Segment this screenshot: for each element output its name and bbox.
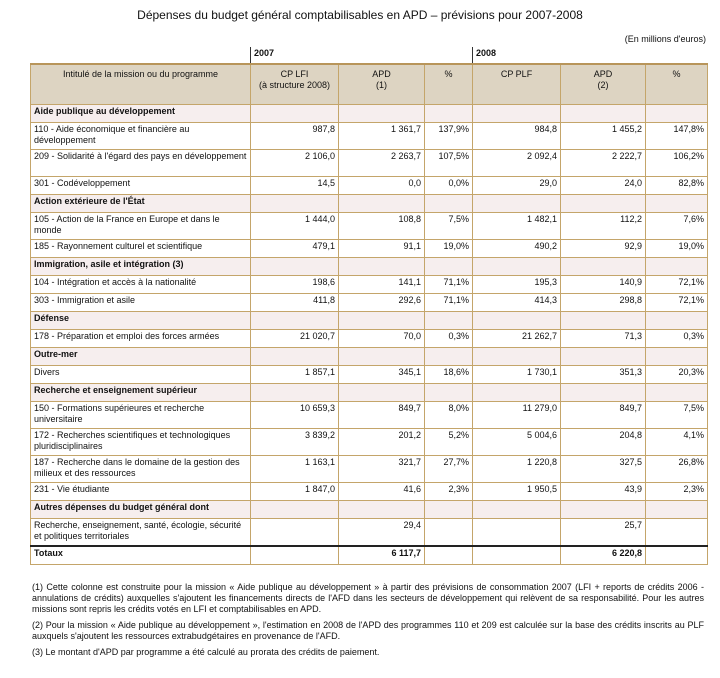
cell-pct-2008: 19,0%: [646, 240, 708, 258]
row-label: 178 - Préparation et emploi des forces armées: [31, 330, 251, 348]
cell-apd-2008: 6 220,8: [561, 546, 646, 565]
cell-cp-plf-2008: [473, 348, 561, 366]
cell-pct-2008: 147,8%: [646, 123, 708, 150]
cell-cp-lfi-2007: 10 659,3: [251, 402, 339, 429]
cell-pct-2007: 19,0%: [425, 240, 473, 258]
cell-cp-lfi-2007: 411,8: [251, 294, 339, 312]
row-label: Totaux: [31, 546, 251, 565]
cell-pct-2008: 7,5%: [646, 402, 708, 429]
table-row: [31, 276, 708, 294]
cell-pct-2007: 18,6%: [425, 366, 473, 384]
cell-cp-plf-2008: 414,3: [473, 294, 561, 312]
cell-cp-plf-2008: 11 279,0: [473, 402, 561, 429]
footnote-3: (3) Le montant d'APD par programme a été calculé au prorata des crédits de paiement.: [32, 647, 380, 657]
header-pct-2008: %: [646, 64, 708, 105]
cell-cp-lfi-2007: [251, 258, 339, 276]
cell-apd-2008: 140,9: [561, 276, 646, 294]
cell-pct-2007: 27,7%: [425, 456, 473, 483]
cell-apd-2008: 24,0: [561, 177, 646, 195]
row-label: 104 - Intégration et accès à la nationalité: [31, 276, 251, 294]
cell-apd-2008: [561, 105, 646, 123]
cell-cp-plf-2008: 1 950,5: [473, 483, 561, 501]
cell-apd-2008: 1 455,2: [561, 123, 646, 150]
cell-pct-2007: 5,2%: [425, 429, 473, 456]
table-row: [31, 294, 708, 312]
table-row: [31, 240, 708, 258]
year-row: [31, 47, 708, 64]
cell-cp-lfi-2007: 1 163,1: [251, 456, 339, 483]
cell-apd-2008: 327,5: [561, 456, 646, 483]
cell-pct-2008: 4,1%: [646, 429, 708, 456]
cell-pct-2008: [646, 384, 708, 402]
cell-pct-2008: 20,3%: [646, 366, 708, 384]
budget-table: [30, 47, 708, 565]
cell-cp-lfi-2007: 2 106,0: [251, 150, 339, 177]
cell-apd-2007: 70,0: [339, 330, 425, 348]
cell-cp-plf-2008: [473, 546, 561, 565]
cell-pct-2007: [425, 105, 473, 123]
cell-apd-2008: 204,8: [561, 429, 646, 456]
cell-apd-2008: [561, 195, 646, 213]
cell-pct-2008: 72,1%: [646, 294, 708, 312]
cell-apd-2007: [339, 195, 425, 213]
year-2008: 2008: [473, 47, 708, 64]
cell-apd-2007: [339, 348, 425, 366]
section-label: Défense: [31, 312, 251, 330]
cell-apd-2008: [561, 348, 646, 366]
cell-pct-2007: 137,9%: [425, 123, 473, 150]
cell-apd-2007: 292,6: [339, 294, 425, 312]
footnotes: [32, 582, 704, 663]
cell-pct-2007: 8,0%: [425, 402, 473, 429]
cell-cp-lfi-2007: [251, 195, 339, 213]
cell-apd-2008: 25,7: [561, 519, 646, 547]
cell-pct-2008: 106,2%: [646, 150, 708, 177]
cell-apd-2008: 2 222,7: [561, 150, 646, 177]
cell-apd-2008: 298,8: [561, 294, 646, 312]
cell-cp-plf-2008: 1 482,1: [473, 213, 561, 240]
cell-cp-lfi-2007: [251, 519, 339, 547]
cell-cp-lfi-2007: 198,6: [251, 276, 339, 294]
row-label: 187 - Recherche dans le domaine de la gestion des milieux et des ressources: [31, 456, 251, 483]
cell-pct-2008: 7,6%: [646, 213, 708, 240]
cell-cp-lfi-2007: [251, 501, 339, 519]
section-label: Aide publique au développement: [31, 105, 251, 123]
section-label: Autres dépenses du budget général dont: [31, 501, 251, 519]
unit-note: (En millions d'euros): [624, 34, 706, 44]
table-row: [31, 483, 708, 501]
cell-pct-2007: [425, 348, 473, 366]
cell-cp-lfi-2007: 1 444,0: [251, 213, 339, 240]
cell-pct-2008: 26,8%: [646, 456, 708, 483]
cell-cp-plf-2008: [473, 258, 561, 276]
cell-apd-2007: 141,1: [339, 276, 425, 294]
table-row: [31, 429, 708, 456]
cell-cp-plf-2008: 2 092,4: [473, 150, 561, 177]
cell-apd-2007: 1 361,7: [339, 123, 425, 150]
cell-pct-2007: [425, 519, 473, 547]
header-pct-2007: %: [425, 64, 473, 105]
section-row: [31, 195, 708, 213]
cell-pct-2008: [646, 546, 708, 565]
document-title: Dépenses du budget général comptabilisables en APD – prévisions pour 2007-2008: [137, 8, 583, 22]
cell-cp-plf-2008: 1 730,1: [473, 366, 561, 384]
header-apd-2008: APD (2): [561, 64, 646, 105]
cell-cp-lfi-2007: 1 847,0: [251, 483, 339, 501]
cell-pct-2007: 71,1%: [425, 276, 473, 294]
row-label: 110 - Aide économique et financière au développement: [31, 123, 251, 150]
row-label: 105 - Action de la France en Europe et dans le monde: [31, 213, 251, 240]
cell-apd-2008: [561, 312, 646, 330]
section-row: [31, 258, 708, 276]
cell-apd-2007: 108,8: [339, 213, 425, 240]
table-row: [31, 150, 708, 177]
cell-apd-2007: [339, 384, 425, 402]
cell-cp-lfi-2007: [251, 348, 339, 366]
cell-pct-2007: [425, 195, 473, 213]
cell-apd-2007: 0,0: [339, 177, 425, 195]
cell-apd-2007: [339, 258, 425, 276]
header-cp-plf: CP PLF: [473, 64, 561, 105]
cell-pct-2007: 0,3%: [425, 330, 473, 348]
cell-cp-lfi-2007: 1 857,1: [251, 366, 339, 384]
footnote-2: (2) Pour la mission « Aide publique au développement », l'estimation en 2008 de l'APD des programmes 110 et 209 est calculée sur la base des crédits inscrits au PLF auxquels s'ajoutent les ressources extrabudgétaires en provenance de l'AFD.: [32, 620, 704, 641]
cell-cp-plf-2008: 1 220,8: [473, 456, 561, 483]
cell-pct-2008: [646, 195, 708, 213]
cell-apd-2007: 2 263,7: [339, 150, 425, 177]
cell-cp-plf-2008: [473, 312, 561, 330]
header-label: Intitulé de la mission ou du programme: [31, 64, 251, 105]
cell-cp-plf-2008: [473, 501, 561, 519]
cell-pct-2008: 0,3%: [646, 330, 708, 348]
cell-cp-plf-2008: [473, 384, 561, 402]
cell-pct-2007: 2,3%: [425, 483, 473, 501]
cell-apd-2007: 91,1: [339, 240, 425, 258]
row-label: 303 - Immigration et asile: [31, 294, 251, 312]
cell-apd-2007: [339, 105, 425, 123]
table-row: [31, 177, 708, 195]
cell-pct-2007: [425, 501, 473, 519]
cell-cp-lfi-2007: 479,1: [251, 240, 339, 258]
table-row: [31, 519, 708, 547]
row-label: 185 - Rayonnement culturel et scientifique: [31, 240, 251, 258]
cell-apd-2008: 92,9: [561, 240, 646, 258]
row-label: 301 - Codéveloppement: [31, 177, 251, 195]
cell-apd-2008: 71,3: [561, 330, 646, 348]
cell-apd-2007: 345,1: [339, 366, 425, 384]
cell-apd-2007: 41,6: [339, 483, 425, 501]
cell-apd-2007: [339, 312, 425, 330]
cell-apd-2007: 29,4: [339, 519, 425, 547]
cell-apd-2008: [561, 501, 646, 519]
header-cp-lfi: CP LFI (à structure 2008): [251, 64, 339, 105]
cell-apd-2007: [339, 501, 425, 519]
cell-apd-2008: 112,2: [561, 213, 646, 240]
cell-cp-lfi-2007: 21 020,7: [251, 330, 339, 348]
footnote-1: (1) Cette colonne est construite pour la mission « Aide publique au développement » à partir des prévisions de consommation 2007 (LFI + reports de crédits 2006 - annulations de crédits) auxquelles s'ajoutent les financements directs de l'AFD dans les secteurs de développement qui relèvent de sa responsabilité. Pour les autres missions sont repris les crédits votés en LFI et comptabilisables en APD.: [32, 582, 704, 614]
cell-pct-2008: [646, 519, 708, 547]
cell-cp-plf-2008: 984,8: [473, 123, 561, 150]
section-label: Outre-mer: [31, 348, 251, 366]
table-row: [31, 213, 708, 240]
section-row: [31, 312, 708, 330]
cell-pct-2007: [425, 312, 473, 330]
cell-cp-plf-2008: 29,0: [473, 177, 561, 195]
section-row: [31, 348, 708, 366]
year-2007: 2007: [251, 47, 473, 64]
cell-apd-2007: 6 117,7: [339, 546, 425, 565]
column-headers: [31, 64, 708, 105]
cell-pct-2008: [646, 501, 708, 519]
cell-cp-plf-2008: 21 262,7: [473, 330, 561, 348]
cell-cp-plf-2008: [473, 105, 561, 123]
cell-pct-2008: [646, 312, 708, 330]
cell-cp-lfi-2007: [251, 384, 339, 402]
cell-cp-plf-2008: [473, 519, 561, 547]
cell-cp-plf-2008: 195,3: [473, 276, 561, 294]
cell-apd-2007: 201,2: [339, 429, 425, 456]
cell-cp-plf-2008: [473, 195, 561, 213]
row-label: 150 - Formations supérieures et recherche universitaire: [31, 402, 251, 429]
cell-cp-plf-2008: 5 004,6: [473, 429, 561, 456]
row-label: 231 - Vie étudiante: [31, 483, 251, 501]
table-row: [31, 366, 708, 384]
table-row: [31, 330, 708, 348]
cell-cp-lfi-2007: [251, 546, 339, 565]
cell-pct-2007: 0,0%: [425, 177, 473, 195]
table-row: [31, 123, 708, 150]
cell-pct-2007: [425, 384, 473, 402]
row-label: Divers: [31, 366, 251, 384]
section-row: [31, 384, 708, 402]
cell-pct-2008: 82,8%: [646, 177, 708, 195]
cell-cp-lfi-2007: 3 839,2: [251, 429, 339, 456]
header-apd-2007: APD (1): [339, 64, 425, 105]
cell-apd-2008: 43,9: [561, 483, 646, 501]
cell-apd-2008: 849,7: [561, 402, 646, 429]
row-label: 209 - Solidarité à l'égard des pays en développement: [31, 150, 251, 177]
cell-pct-2007: 7,5%: [425, 213, 473, 240]
row-label: Recherche, enseignement, santé, écologie, sécurité et politiques territoriales: [31, 519, 251, 547]
cell-pct-2008: [646, 105, 708, 123]
cell-pct-2008: [646, 348, 708, 366]
section-label: Immigration, asile et intégration (3): [31, 258, 251, 276]
cell-apd-2008: [561, 258, 646, 276]
cell-pct-2008: 2,3%: [646, 483, 708, 501]
table-row: [31, 402, 708, 429]
cell-pct-2007: 107,5%: [425, 150, 473, 177]
cell-pct-2008: [646, 258, 708, 276]
cell-apd-2007: 849,7: [339, 402, 425, 429]
cell-pct-2007: [425, 258, 473, 276]
cell-pct-2008: 72,1%: [646, 276, 708, 294]
section-row: [31, 105, 708, 123]
cell-cp-lfi-2007: [251, 312, 339, 330]
cell-cp-lfi-2007: 14,5: [251, 177, 339, 195]
row-label: 172 - Recherches scientifiques et technologiques pluridisciplinaires: [31, 429, 251, 456]
section-row: [31, 501, 708, 519]
cell-apd-2007: 321,7: [339, 456, 425, 483]
section-label: Action extérieure de l'État: [31, 195, 251, 213]
cell-apd-2008: 351,3: [561, 366, 646, 384]
cell-pct-2007: 71,1%: [425, 294, 473, 312]
cell-cp-plf-2008: 490,2: [473, 240, 561, 258]
cell-cp-lfi-2007: 987,8: [251, 123, 339, 150]
cell-apd-2008: [561, 384, 646, 402]
table-row: [31, 546, 708, 565]
cell-cp-lfi-2007: [251, 105, 339, 123]
cell-pct-2007: [425, 546, 473, 565]
section-label: Recherche et enseignement supérieur: [31, 384, 251, 402]
table-row: [31, 456, 708, 483]
